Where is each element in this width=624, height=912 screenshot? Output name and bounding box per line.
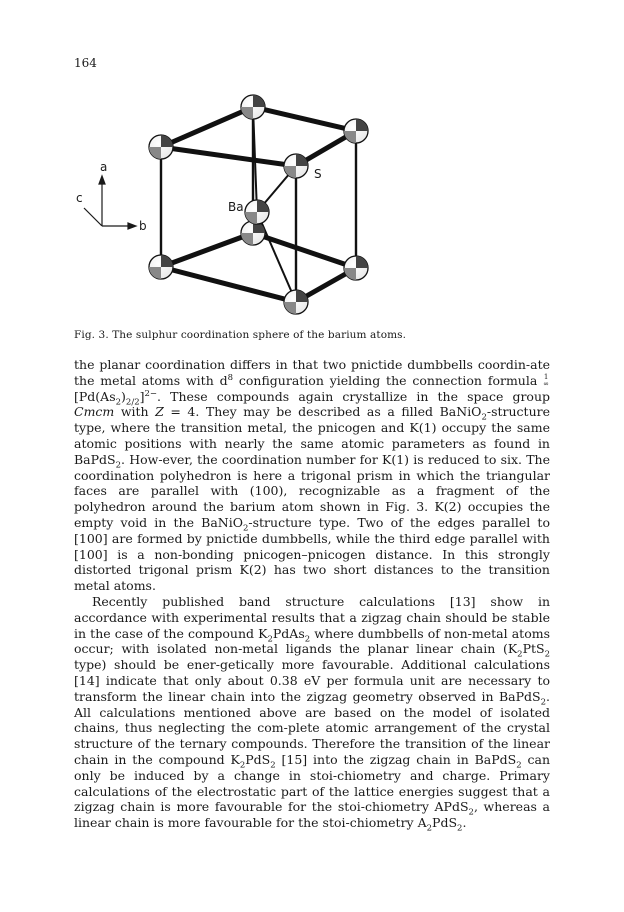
paragraph: the planar coordination differs in that two pnictide dumbbells coordin-ate the metal atoms with $d^8$ configuration yielding the connection formula 1 ∞ $[Pd(As_2)_{2/2}]^{2-}$. These compounds again crystallize in the space group Cmcm with Z = 4. They may be described as a filled BaNiO$_2$-structure type, where the transition metal, the pnicogen and K(1) occupy the same atomic positions with nearly the same atomic parameters as found in BaPdS$_2$. How-ever, the coordination number for K(1) is reduced to six. The coordination polyhedron is here a trigonal prism in which the triangular faces are parallel with (100), recognizable as a fragment of the polyhedron around the barium atom shown in Fig. 3. K(2) occupies the empty void in the BaNiO$_2$-structure type. Two of the edges parallel to [100] are formed by pnictide dumbbells, while the third edge parallel with [100] is a non-bonding pnicogen–pnicogen distance. In this strongly distorted trigonal prism K(2) has two short distances to the transition metal atoms. [74, 357, 550, 594]
axis-triad [84, 176, 136, 229]
sulfur-atom [149, 255, 173, 279]
axis-label-b: b [139, 219, 147, 233]
sulfur-atom [241, 95, 265, 119]
sulfur-atom [241, 221, 265, 245]
page-number: 164 [74, 56, 97, 70]
figure-caption: Fig. 3. The sulphur coordination sphere of the barium atoms. [74, 329, 407, 341]
axis-label-a: a [100, 160, 108, 174]
fraction: 1 ∞ [543, 373, 549, 389]
axis-label-c: c [76, 191, 83, 205]
paragraph: Recently published band structure calculations [13] show in accordance with experimental results that a zigzag chain should be stable in the case of the compound $K_2PdAs_2$ where dumbbells of non-metal atoms occur; with isolated non-metal ligands the planar linear chain ($K_2PtS_2$ type) should be ener-getically more favourable. Additional calculations [14] indicate that only about 0.38 eV per formula unit are necessary to transform the linear chain into the zigzag geometry observed in BaPdS$_2$. All calculations mentioned above are based on the model of isolated chains, thus neglecting the com-plete atomic arrangement of the crystal structure of the ternary compounds. Therefore the transition of the linear chain in the compound $K_2PdS_2$ [15] into the zigzag chain in BaPdS$_2$ can only be induced by a change in stoi-chiometry and charge. Primary calculations of the electrostatic part of the lattice energies suggest that a zigzag chain is more favourable for the stoi-chiometry APdS$_2$, whereas a linear chain is more favourable for the stoi-chiometry $A_2PdS_2$. [74, 593, 551, 834]
sulfur-atom [344, 119, 368, 143]
sulfur-atom [284, 154, 308, 178]
barium-atom [245, 200, 269, 224]
barium-label: Ba [228, 200, 244, 214]
sulfur-atom [344, 256, 368, 280]
coordination-figure [70, 84, 450, 330]
sulfur-atom [284, 290, 308, 314]
body-text [74, 357, 551, 834]
sulfur-atom [149, 135, 173, 159]
sulfur-label: S [314, 167, 322, 181]
